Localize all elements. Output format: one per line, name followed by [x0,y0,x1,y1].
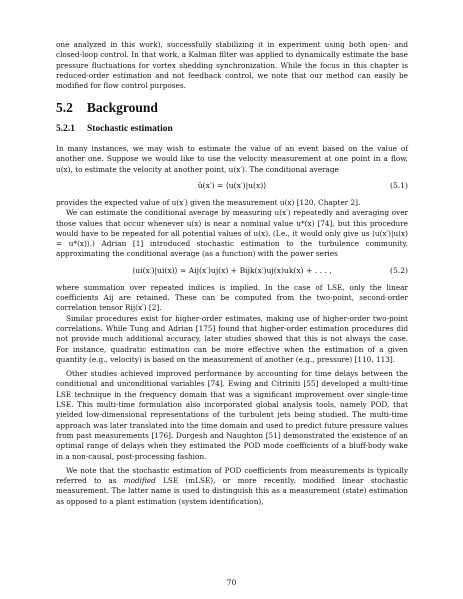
paragraph-conditional-intro: In many instances, we may wish to estimate the value of an event based on the value of another one. Suppose we would like to use the velocity measurement at one point in a flow, u(x), to estimate the velocity at another point, u(x′). The conditional average [56,144,408,174]
paragraph-lse: where summation over repeated indices is implied. In the case of LSE, only the linear coefficients Aij are retained. These can be computed from the two-point, second-order correlation tensor Rij(x′) [2]. [56,282,408,313]
section-title: Background [86,100,158,116]
paragraph-conditional-average: We can estimate the conditional average by measuring u(x′) repeatedly and averaging over those values that occur whenever u(x) is near a nominal value u*(x) [74], but this procedure would have to be repeated for all potential values of u(x). (I.e., it would only give us ⟨u(x′)|u(x) = u*(x)⟩.) Adrian [1] introduced stochastic estimation to the turbulence community, approximating the conditional average (as a function) with the power series [56,208,408,259]
subsection-number: 5.2.1 [56,123,75,134]
equation-5-2-body: ⟨ui(x′)|ui(x)⟩ ≈ Aij(x′)uj(x) + Bijk(x′)uj(x)uk(x) + . . . , [132,265,332,275]
page-content [56,40,408,507]
paragraph-mlse [56,466,408,507]
subsection-title: Stochastic estimation [87,123,173,134]
modified-emphasis: modified [123,476,156,486]
page-number: 70 [226,578,237,587]
paragraph-time-delays: Other studies achieved improved performance by accounting for time delays between the conditional and unconditional variables [74]. Ewing and Citriniti [55] developed a multi-time LSE technique in the frequency domain that was a significant improvement over single-time LSE. This multi-time formulation also incorporated global analysis tools, namely POD, that yielded low-dimensional representations of the turbulent jets being studied. The multi-time approach was later translated into the time domain and used to predict future pressure values from past measurements [176]. Durgesh and Naughton [51] demonstrated the existence of an optimal range of delays when they estimated the POD mode coefficients of a bluff-body wake in a non-causal, post-processing fashion. [56,369,408,461]
paragraph-mlse-start: We note that the stochastic estimation of POD coefficients from measurements is typically referred to as [56,465,408,486]
subsection-heading [56,124,408,134]
equation-5-1 [56,181,408,192]
section-heading [56,100,408,116]
equation-5-2 [56,266,408,277]
paragraph-intro: one analyzed in this work), successfully stabilizing it in experiment using both open- and closed-loop control. In that work, a Kalman filter was applied to dynamically estimate the base pressure fluctuations for vortex shedding synchronization. While the focus in this chapter is reduced-order estimation and not feedback control, we note that our method can easily be modified for flow control purposes. [56,40,408,91]
paragraph-higher-order: Similar procedures exist for higher-order estimates, making use of higher-order two-point correlations. While Tung and Adrian [175] found that higher-order estimation procedures did not provide much additional accuracy, later studies showed that this is not always the case. For instance, quadratic estimation can be more effective when the estimation of a given quantity (e.g., velocity) is based on the measurement of another (e.g., pressure) [110, 113]. [56,313,408,364]
equation-5-1-number: (5.1) [389,180,408,190]
equation-5-2-number: (5.2) [389,265,408,275]
paragraph-mlse-rest: LSE (mLSE), or more recently, modified linear stochastic measurement. The latter name is used to distinguish this as a measurement (state) estimation as opposed to a plant estimation (system identification), [56,476,408,506]
section-number: 5.2 [56,100,73,116]
equation-5-1-body: û(x′) = ⟨u(x′)|u(x)⟩ [197,180,267,190]
paragraph-expected-value: provides the expected value of u(x′) given the measurement u(x) [120, Chapter 2]. [56,197,361,207]
